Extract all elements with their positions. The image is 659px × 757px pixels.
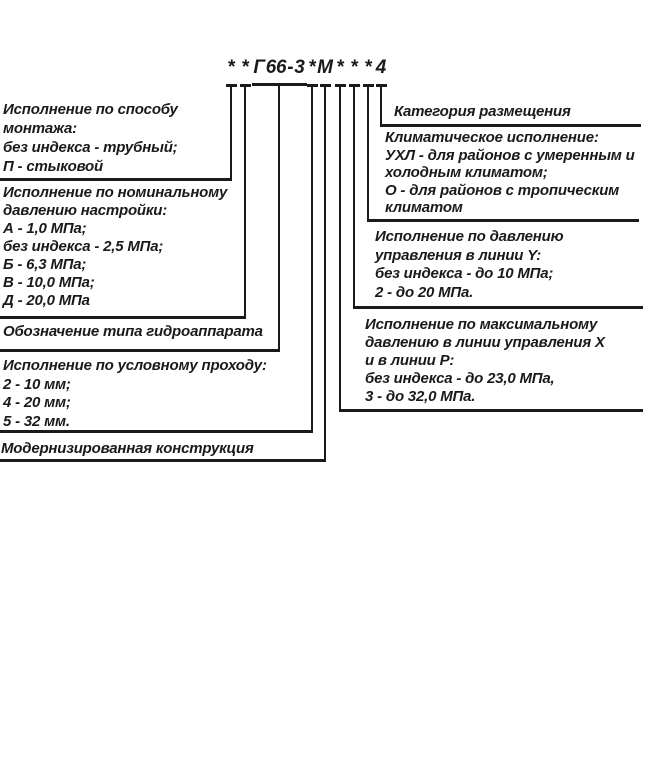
connector-vertical-type-designation — [278, 83, 280, 351]
connector-rule-xp-pressure — [339, 409, 643, 412]
connector-vertical-bore — [311, 84, 313, 432]
text-line: 5 - 32 мм. — [3, 412, 70, 430]
code-symbol-7: * — [364, 57, 372, 78]
connector-vertical-nominal-pressure — [244, 84, 246, 318]
label-block-xp-pressure — [365, 316, 605, 406]
connector-rule-climate — [367, 219, 639, 222]
text-line: Исполнение по максимальному — [365, 316, 598, 333]
code-symbol-4: М — [317, 57, 333, 78]
label-block-mounting — [3, 100, 178, 176]
connector-vertical-placement — [380, 84, 382, 126]
text-line: А - 1,0 МПа; — [3, 220, 87, 237]
text-line: холодным климатом; — [385, 164, 548, 181]
code-symbol-0: * — [227, 57, 235, 78]
label-block-y-pressure — [375, 228, 563, 302]
code-symbol-1: * — [241, 57, 249, 78]
connector-rule-type-designation — [0, 349, 280, 352]
connector-vertical-climate — [367, 84, 369, 221]
text-line: В - 10,0 МПа; — [3, 274, 95, 291]
connector-rule-y-pressure — [353, 306, 643, 309]
connector-rule-placement — [380, 124, 641, 127]
text-line: монтажа: — [3, 120, 77, 137]
text-line: 3 - до 32,0 МПа. — [365, 388, 476, 405]
text-line: 4 - 20 мм; — [3, 394, 71, 411]
code-symbol-3: * — [308, 57, 316, 78]
code-symbol-5: * — [336, 57, 344, 78]
code-symbol-6: * — [350, 57, 358, 78]
text-line: Модернизированная конструкция — [1, 440, 254, 457]
text-line: О - для районов с тропическим — [385, 181, 620, 199]
text-line: Д - 20,0 МПа — [3, 292, 90, 309]
text-line: давлению в линии управления X — [365, 334, 605, 351]
text-line: и в линии P: — [365, 352, 455, 369]
text-line: Б - 6,3 МПа; — [3, 256, 87, 273]
code-symbol-8: 4 — [375, 57, 387, 78]
text-line: без индекса - 2,5 МПа; — [3, 238, 164, 255]
text-line: управления в линии Y: — [375, 246, 542, 264]
text-line: без индекса - трубный; — [3, 139, 178, 156]
text-line: Категория размещения — [394, 103, 571, 120]
label-block-modernized — [1, 440, 254, 458]
label-block-placement — [394, 103, 571, 121]
connector-vertical-y-pressure — [353, 84, 355, 308]
label-block-nominal-pressure — [3, 184, 227, 310]
text-line: давлению настройки: — [3, 202, 168, 219]
text-line: Исполнение по условному проходу: — [3, 357, 267, 374]
text-line: П - стыковой — [3, 158, 103, 175]
connector-vertical-modernized — [324, 84, 326, 461]
label-block-climate — [385, 129, 635, 217]
connector-rule-modernized — [0, 459, 326, 462]
text-line: Исполнение по давлению — [375, 228, 564, 245]
connector-vertical-xp-pressure — [339, 84, 341, 411]
text-line: Исполнение по способу — [3, 101, 178, 118]
text-line: без индекса - до 10 МПа; — [375, 265, 554, 282]
text-line: УХЛ - для районов с умеренным и — [385, 146, 635, 164]
text-line: без индекса - до 23,0 МПа, — [365, 370, 555, 387]
text-line: климатом — [385, 199, 463, 216]
text-line: Исполнение по номинальному — [3, 184, 228, 201]
connector-vertical-mounting — [230, 84, 232, 180]
connector-rule-bore — [0, 430, 313, 433]
text-line: 2 - до 20 МПа. — [375, 283, 474, 301]
text-line: Климатическое исполнение: — [385, 129, 599, 146]
label-block-type-designation — [3, 323, 263, 341]
text-line: Обозначение типа гидроаппарата — [3, 323, 263, 340]
connector-rule-mounting — [0, 178, 232, 181]
code-symbol-2: Г 66 - 3 — [253, 57, 305, 78]
label-block-bore — [3, 357, 267, 431]
connector-rule-nominal-pressure — [0, 316, 246, 319]
text-line: 2 - 10 мм; — [3, 375, 71, 393]
